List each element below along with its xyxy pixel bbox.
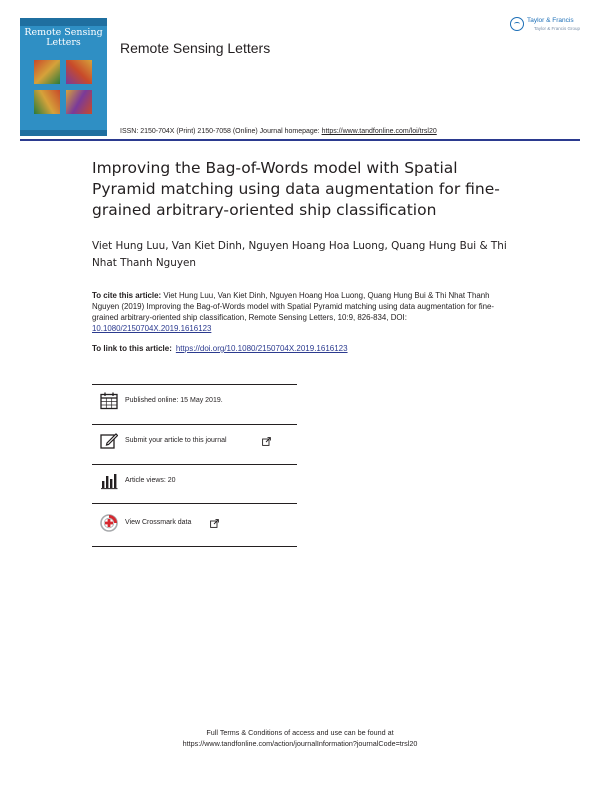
journal-title: Remote Sensing Letters	[120, 40, 271, 56]
published-label: Published online: 15 May 2019.	[125, 397, 223, 404]
external-link-icon	[262, 437, 271, 446]
article-views-label: Article views: 20	[125, 477, 176, 484]
header-divider	[20, 139, 580, 141]
publisher-logo-name: Taylor & Francis	[527, 17, 574, 24]
publisher-logo-subtitle: Taylor & Francis Group	[534, 26, 581, 31]
citation-text: Viet Hung Luu, Van Kiet Dinh, Nguyen Hoang Hoa Luong, Quang Hung Bui & Thi Nhat Thanh Nguyen (2019) Improving the Bag-of-Words model with Spatial Pyramid matching using data augmentation for fine-grained arbitrary-oriented ship classification, Remote Sensing Letters, 10:9, 826-834, DOI:	[92, 291, 495, 322]
cover-top-strip	[20, 18, 107, 26]
article-title: Improving the Bag-of-Words model with Spatial Pyramid matching using data augmentation for fine-grained arbitrary-oriented ship classification	[92, 159, 500, 219]
publisher-logo-icon	[510, 17, 524, 31]
issn-text: ISSN: 2150-704X (Print) 2150-7058 (Online) Journal homepage:	[120, 128, 322, 135]
citation-doi-link[interactable]: 10.1080/2150704X.2019.1616123	[92, 324, 212, 333]
cover-image-tile	[34, 60, 60, 84]
crossmark-link[interactable]: View Crossmark data	[125, 519, 192, 526]
info-divider	[92, 546, 297, 547]
publisher-logo[interactable]	[510, 16, 582, 38]
cover-title	[24, 28, 103, 48]
journal-cover	[20, 18, 107, 136]
info-divider	[92, 503, 297, 504]
footer	[0, 727, 600, 749]
article-link-block	[92, 344, 348, 353]
cover-footer-strip	[20, 130, 107, 136]
calendar-icon	[100, 392, 118, 410]
cover-image-tile	[66, 60, 92, 84]
external-link-icon	[210, 519, 219, 528]
footer-line1: Full Terms & Conditions of access and use can be found at	[206, 728, 394, 737]
info-divider	[92, 464, 297, 465]
article-authors: Viet Hung Luu, Van Kiet Dinh, Nguyen Hoang Hoa Luong, Quang Hung Bui & Thi Nhat Thanh Nguyen	[92, 240, 507, 269]
citation-label: To cite this article:	[92, 291, 162, 300]
issn-line	[120, 128, 437, 135]
cover-image-tile	[66, 90, 92, 114]
footer-terms-link[interactable]: https://www.tandfonline.com/action/journalInformation?journalCode=trsl20	[182, 739, 418, 748]
journal-homepage-link[interactable]: https://www.tandfonline.com/loi/trsl20	[321, 128, 437, 135]
crossmark-icon	[100, 514, 118, 532]
bar-chart-icon	[100, 472, 118, 490]
citation-block	[92, 290, 512, 334]
edit-icon	[100, 432, 118, 450]
article-doi-link[interactable]: https://doi.org/10.1080/2150704X.2019.1616123	[175, 344, 348, 353]
article-link-label: To link to this article:	[92, 344, 172, 353]
cover-title-line2: Letters	[46, 37, 81, 48]
info-divider	[92, 384, 297, 385]
cover-image-tile	[34, 90, 60, 114]
cover-title-line1: Remote Sensing	[24, 27, 103, 38]
info-divider	[92, 424, 297, 425]
submit-article-link[interactable]: Submit your article to this journal	[125, 437, 227, 444]
